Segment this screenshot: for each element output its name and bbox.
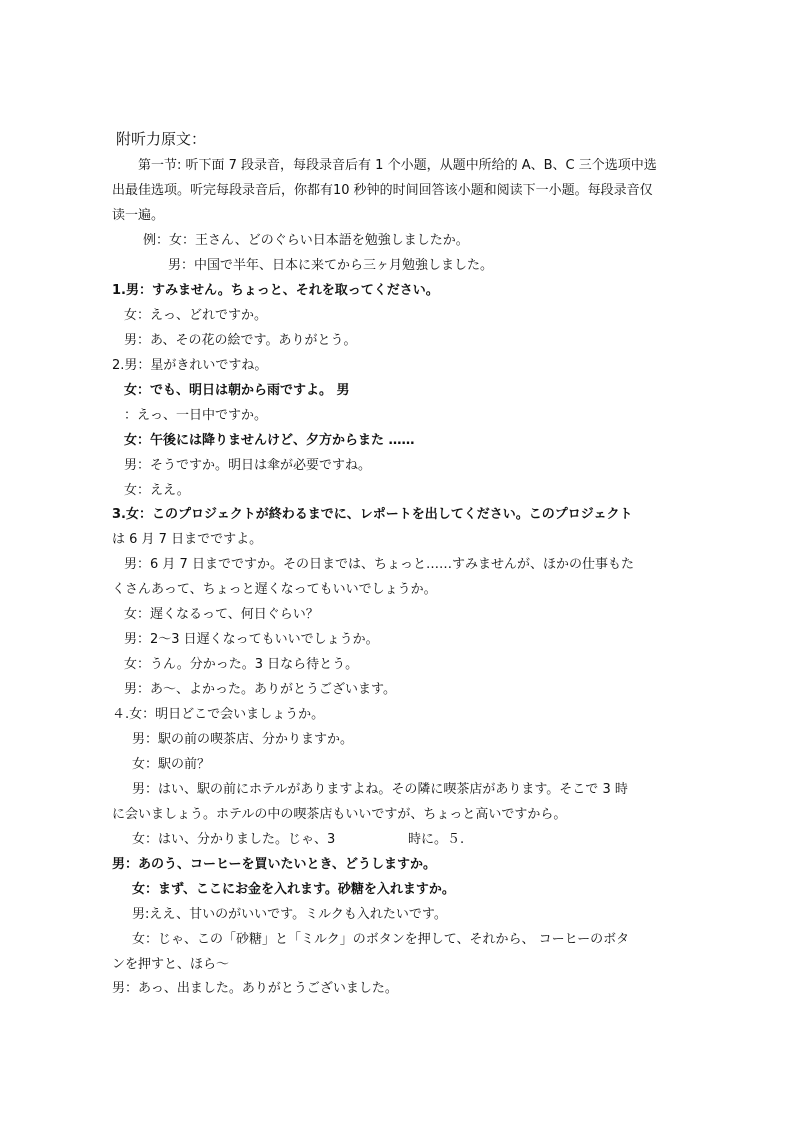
q5-line: 女：まず、ここにお金を入れます。砂糖を入れますか。 xyxy=(132,882,455,897)
q2-line: 女：ええ。 xyxy=(124,483,190,498)
q5-line: 男：あっ、出ました。ありがとうございました。 xyxy=(112,981,398,996)
q1-line: 男：あ、その花の絵です。ありがとう。 xyxy=(124,333,357,348)
q3-line: 男：あ～、よかった。ありがとうございます。 xyxy=(124,682,396,697)
example-line: 例：女：王さん、どのぐらい日本語を勉強しましたか。 xyxy=(143,233,469,248)
q2-line: 女：でも、明日は朝から雨ですよ。 男 xyxy=(124,383,350,398)
example-line: 男：中国で半年、日本に来てから三ヶ月勉強しました。 xyxy=(168,258,494,273)
q2-line: 男：そうですか。明日は傘が必要ですね。 xyxy=(124,458,372,473)
q2-line: 女：午後には降りませんけど、夕方からまた …… xyxy=(124,433,415,448)
document-title: 附听力原文： xyxy=(116,130,207,148)
q3-line: 男：6 月 7 日までですか。その日までは、ちょっと……すみませんが、ほかの仕事もた xyxy=(124,557,634,572)
intro-line: 第一节: 听下面 7 段录音，每段录音后有 1 个小题，从题中所给的 A、B、C 三个选项中选 xyxy=(138,158,657,173)
q5-line: ンを押すと、ほら～ xyxy=(112,957,230,972)
q2-line: ：えっ、一日中ですか。 xyxy=(124,408,268,423)
q4-line: 女：はい、分かりました。じゃ、3 xyxy=(132,832,336,847)
q5-line: 男：あのう、コーヒーを買いたいとき、どうしますか。 xyxy=(112,857,436,872)
q4-line: ４.女：明日どこで会いましょうか。 xyxy=(112,707,325,722)
q1-line: 女：えっ、どれですか。 xyxy=(124,308,268,323)
q2-line: 2.男：星がきれいですね。 xyxy=(112,358,268,373)
intro-line: 读一遍。 xyxy=(112,208,165,223)
q4-line: に会いましょう。ホテルの中の喫茶店もいいですが、ちょっと高いですから。 xyxy=(112,807,567,822)
intro-line: 出最佳选项。听完每段录音后，你都有10 秒钟的时间回答该小题和阅读下一小题。每段录音仅 xyxy=(112,183,653,198)
q4-line: 男：駅の前の喫茶店、分かりますか。 xyxy=(132,732,354,747)
q4-line: 男：はい、駅の前にホテルがありますよね。その隣に喫茶店があります。そこで 3 時 xyxy=(132,782,628,797)
q3-line: 男：2～3 日遅くなってもいいでしょうか。 xyxy=(124,632,379,647)
q3-line: は 6 月 7 日までですよ。 xyxy=(112,532,263,547)
q3-line: くさんあって、ちょっと遅くなってもいいでしょうか。 xyxy=(112,582,437,597)
q3-line: 女：うん。分かった。3 日なら待とう。 xyxy=(124,657,359,672)
q3-line: 3.女：このプロジェクトが終わるまでに、レポートを出してください。このプロジェクト xyxy=(112,507,633,522)
q4-line: 女：駅の前？ xyxy=(132,757,211,772)
q5-line: 男:ええ、甘いのがいいです。ミルクも入れたいです。 xyxy=(132,907,447,922)
q4-line: 時に。５. xyxy=(408,832,465,847)
q5-line: 女：じゃ、この「砂糖」と「ミルク」のボタンを押して、それから、 コーヒーのボタ xyxy=(132,932,630,947)
q1-line: 1.男：すみません。ちょっと、それを取ってください。 xyxy=(112,283,439,298)
q3-line: 女：遅くなるって、何日ぐらい？ xyxy=(124,607,319,622)
